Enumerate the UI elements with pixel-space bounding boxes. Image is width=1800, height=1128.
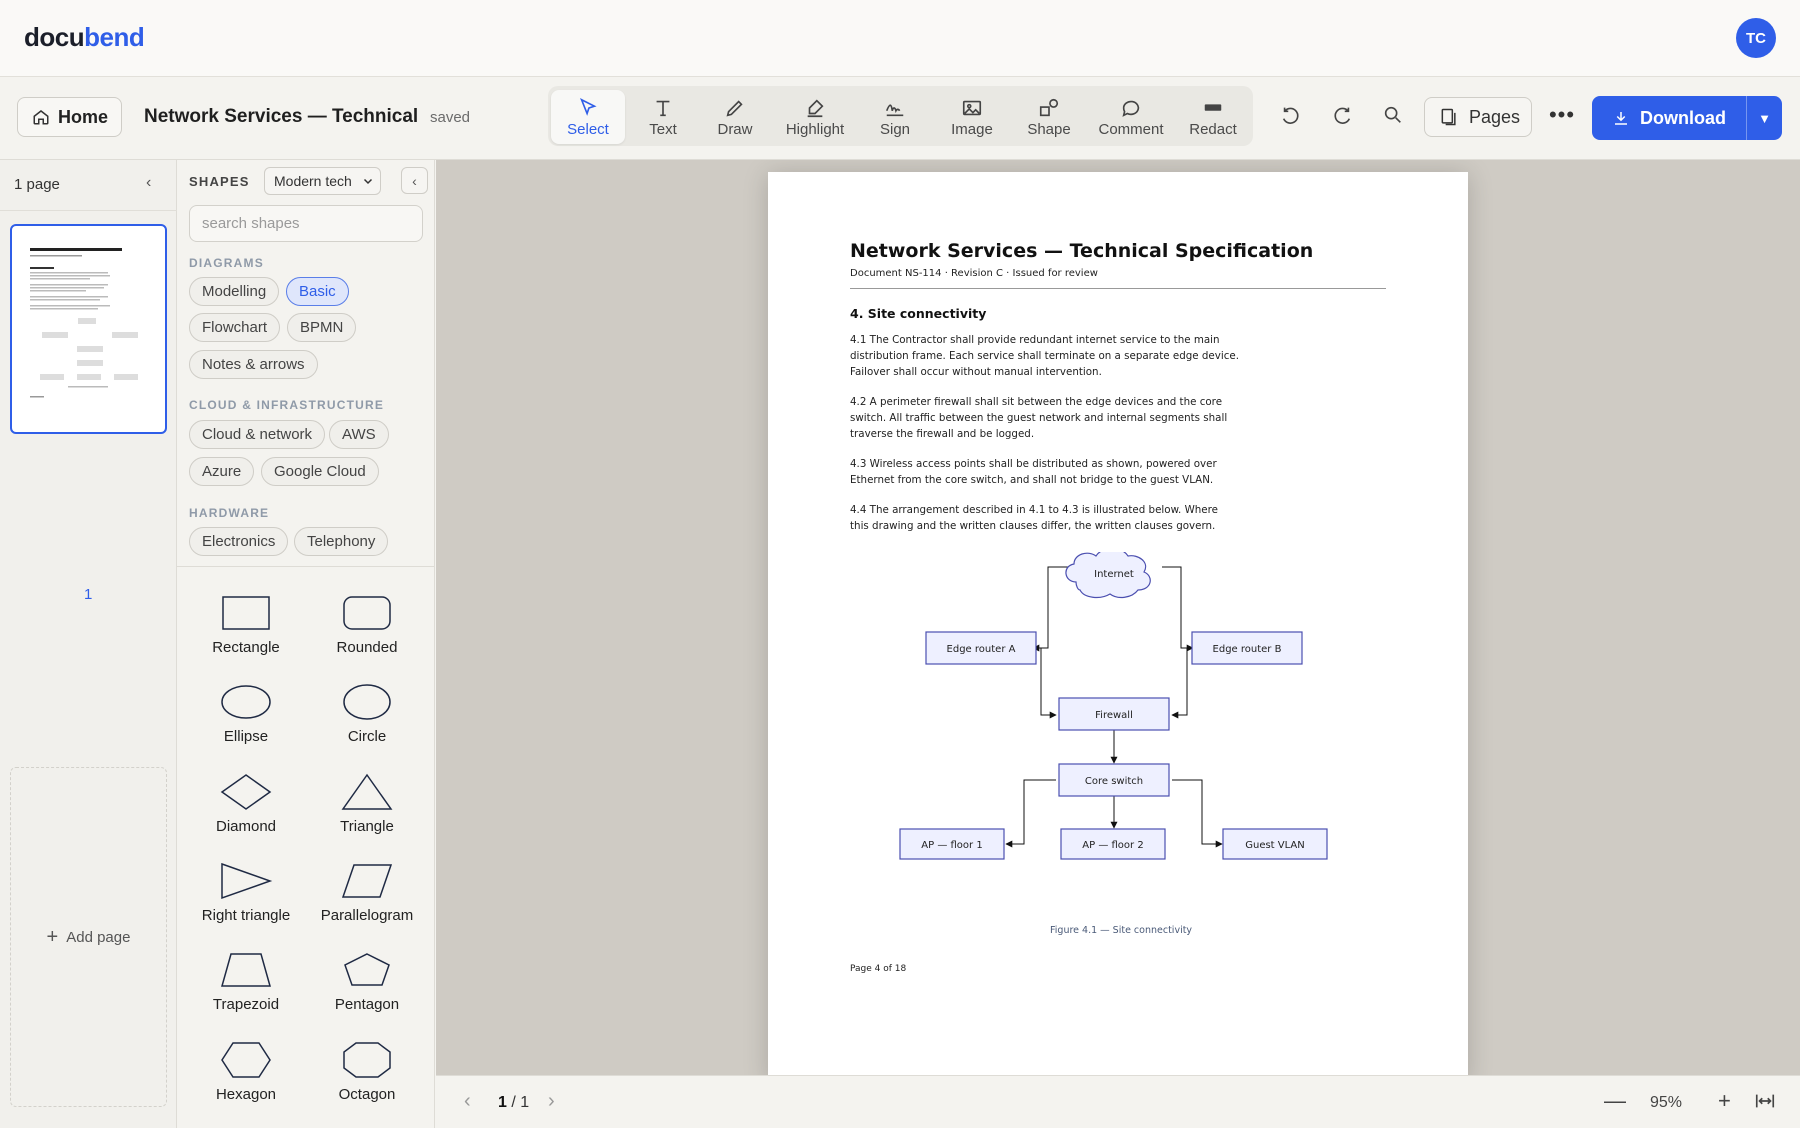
tool-select[interactable]: Select <box>551 90 625 144</box>
pencil-icon <box>724 97 746 119</box>
connector-internet-edge-b <box>1162 567 1193 648</box>
page-thumbnails-panel <box>0 160 177 1128</box>
divider <box>0 210 177 211</box>
text-t-icon <box>652 97 674 119</box>
current-page: 1 <box>498 1094 507 1111</box>
heading-rule <box>850 288 1386 289</box>
chip-basic[interactable]: Basic <box>286 277 349 306</box>
shape-ellipse[interactable]: Ellipse <box>191 682 301 762</box>
chevron-left-icon: ‹ <box>464 1090 471 1112</box>
signature-icon <box>884 97 906 119</box>
app-logo[interactable]: docubend <box>24 22 145 52</box>
firewall-label: Firewall <box>1095 710 1133 721</box>
tool-group <box>548 86 1253 146</box>
category-title-diagrams: DIAGRAMS <box>189 256 264 270</box>
diamond-shape-icon <box>217 772 275 812</box>
chevron-down-icon <box>362 175 374 187</box>
chip-google-cloud[interactable]: Google Cloud <box>261 457 379 486</box>
pages-label: Pages <box>1469 106 1521 127</box>
paragraph-4-2[interactable]: 4.2 A perimeter firewall shall sit between the edge devices and the core switch. All traffic between the guest network and internal segments shall traverse the firewall and be logged. <box>850 396 1228 440</box>
chevron-left-icon: ‹ <box>146 174 152 191</box>
page-indicator <box>498 1094 529 1112</box>
document-subtitle[interactable]: Document NS-114 · Revision C · Issued for review <box>850 268 1098 279</box>
download-options-button[interactable] <box>1747 111 1782 126</box>
redo-icon <box>1331 104 1353 126</box>
guest-vlan-label: Guest VLAN <box>1245 840 1305 851</box>
fit-width-icon <box>1754 1090 1776 1112</box>
document-page[interactable] <box>768 172 1468 1075</box>
pages-icon <box>1439 107 1459 127</box>
shape-set-select[interactable]: Modern tech <box>264 167 381 195</box>
collapse-thumbnails-button[interactable] <box>146 174 151 192</box>
search-icon <box>1382 104 1404 126</box>
zoom-out-button[interactable] <box>1604 1088 1626 1114</box>
tool-sign[interactable]: Sign <box>860 90 930 144</box>
thumbnail-page-number: 1 <box>84 586 93 603</box>
shape-diamond[interactable]: Diamond <box>191 772 301 852</box>
download-icon <box>1612 109 1630 127</box>
shapes-panel-title: SHAPES <box>189 174 250 189</box>
chip-telephony[interactable]: Telephony <box>294 527 388 556</box>
ellipsis-icon: ••• <box>1548 102 1576 127</box>
redact-bar-icon <box>1202 97 1224 119</box>
chip-azure[interactable]: Azure <box>189 457 254 486</box>
undo-button[interactable] <box>1273 97 1309 133</box>
connector-internet-edge-a <box>1033 567 1070 648</box>
tool-comment[interactable]: Comment <box>1088 90 1174 144</box>
chip-electronics[interactable]: Electronics <box>189 527 288 556</box>
minus-icon: — <box>1604 1088 1626 1113</box>
download-button[interactable] <box>1592 96 1747 140</box>
tool-image[interactable]: Image <box>934 90 1010 144</box>
section-heading[interactable]: 4. Site connectivity <box>850 306 987 321</box>
chip-flowchart[interactable]: Flowchart <box>189 313 280 342</box>
page-count: 1 page <box>14 176 60 193</box>
parallelogram-shape-icon <box>338 861 396 901</box>
network-diagram[interactable] <box>850 552 1390 912</box>
shape-parallelogram[interactable]: Parallelogram <box>312 861 422 941</box>
caret-down-icon: ▼ <box>1758 110 1771 126</box>
right-triangle-shape-icon <box>217 861 275 901</box>
chip-modelling[interactable]: Modelling <box>189 277 279 306</box>
category-title-cloud: CLOUD & INFRASTRUCTURE <box>189 398 385 412</box>
hexagon-shape-icon <box>217 1040 275 1080</box>
collapse-shapes-button[interactable] <box>401 167 428 194</box>
home-label: Home <box>58 106 109 127</box>
thumbnail-preview <box>18 232 159 428</box>
internet-label: Internet <box>1094 569 1134 580</box>
paragraph-4-4[interactable]: 4.4 The arrangement described in 4.1 to 4.3 is illustrated below. Where this drawing and the written clauses differ, the written clauses govern. <box>850 504 1218 532</box>
add-page-button[interactable] <box>10 767 167 1107</box>
page-footer[interactable]: Page 4 of 18 <box>850 964 907 974</box>
ap-floor-1-label: AP — floor 1 <box>921 840 983 851</box>
cursor-arrow-icon <box>577 97 599 119</box>
connector-core-guest <box>1172 780 1222 844</box>
shapes-panel <box>177 160 435 1128</box>
chip-bpmn[interactable]: BPMN <box>287 313 356 342</box>
document-canvas[interactable] <box>436 160 1800 1075</box>
shape-rounded[interactable]: Rounded <box>312 593 422 673</box>
user-avatar[interactable]: TC <box>1736 18 1776 58</box>
edge-router-b-label: Edge router B <box>1212 644 1282 655</box>
search-button[interactable] <box>1375 97 1411 133</box>
shape-search-input[interactable] <box>189 205 423 242</box>
plus-icon: + <box>46 925 59 948</box>
shape-rectangle[interactable]: Rectangle <box>191 593 301 673</box>
document-title[interactable]: Network Services — Technical <box>144 106 419 127</box>
trapezoid-shape-icon <box>217 950 275 990</box>
tool-shape[interactable]: Shape <box>1012 90 1086 144</box>
zoom-in-button[interactable] <box>1718 1088 1731 1114</box>
chip-aws[interactable]: AWS <box>329 420 389 449</box>
save-status: saved <box>430 109 471 126</box>
core-switch-label: Core switch <box>1084 776 1144 787</box>
speech-bubble-icon <box>1120 97 1142 119</box>
chevron-right-icon: › <box>548 1090 555 1112</box>
shape-circle[interactable]: Circle <box>312 682 422 762</box>
rectangle-shape-icon <box>217 593 275 633</box>
shape-trapezoid[interactable]: Trapezoid <box>191 950 301 1030</box>
zoom-level[interactable]: 95% <box>1650 1094 1683 1111</box>
shape-hexagon[interactable]: Hexagon <box>191 1040 301 1120</box>
house-icon <box>32 108 50 126</box>
chevron-left-icon: ‹ <box>412 172 417 189</box>
paragraph-4-1[interactable]: 4.1 The Contractor shall provide redundant internet service to the main distribution frame. Each service shall terminate on a separate edge device. Failover shall occur without manual intervention. <box>850 334 1239 378</box>
editor-toolbar <box>0 77 1800 160</box>
connector-edge-a-firewall <box>1041 648 1056 715</box>
octagon-shape-icon <box>338 1040 396 1080</box>
shape-octagon[interactable]: Octagon <box>312 1040 422 1120</box>
document-heading[interactable]: Network Services — Technical Specification <box>850 240 1314 262</box>
image-icon <box>961 97 983 119</box>
category-title-hardware: HARDWARE <box>189 506 270 520</box>
shape-pentagon[interactable]: Pentagon <box>312 950 422 1030</box>
home-button[interactable] <box>17 97 122 137</box>
redo-button[interactable] <box>1324 97 1360 133</box>
triangle-shape-icon <box>338 772 396 812</box>
tool-redact[interactable]: Redact <box>1176 90 1250 144</box>
shapes-icon <box>1038 97 1060 119</box>
connector-core-ap1 <box>1006 780 1056 844</box>
status-bar <box>436 1075 1800 1128</box>
rounded-rectangle-shape-icon <box>338 593 396 633</box>
highlighter-icon <box>804 97 826 119</box>
ap-floor-2-label: AP — floor 2 <box>1082 840 1144 851</box>
chip-cloud-network[interactable]: Cloud & network <box>189 420 325 449</box>
chip-notes-arrows[interactable]: Notes & arrows <box>189 350 318 379</box>
plus-icon: + <box>1718 1088 1731 1113</box>
tool-draw[interactable]: Draw <box>700 90 770 144</box>
tool-highlight[interactable]: Highlight <box>772 90 858 144</box>
pages-button[interactable] <box>1424 97 1532 137</box>
undo-icon <box>1280 104 1302 126</box>
tool-text[interactable]: Text <box>628 90 698 144</box>
next-page-button[interactable] <box>548 1090 555 1113</box>
add-page-label: Add page <box>66 928 131 946</box>
edge-router-a-label: Edge router A <box>946 644 1016 655</box>
pentagon-shape-icon <box>338 950 396 990</box>
page-thumbnail[interactable] <box>10 224 167 434</box>
connector-edge-b-firewall <box>1172 648 1187 715</box>
figure-caption[interactable]: Figure 4.1 — Site connectivity <box>1050 925 1193 936</box>
top-bar <box>0 0 1800 77</box>
shape-triangle[interactable]: Triangle <box>312 772 422 852</box>
ellipse-shape-icon <box>217 682 275 722</box>
divider <box>177 566 435 567</box>
total-pages: / 1 <box>511 1094 530 1111</box>
circle-shape-icon <box>338 682 396 722</box>
more-options-button[interactable] <box>1544 97 1580 133</box>
download-button-group <box>1592 96 1782 140</box>
fit-width-button[interactable] <box>1754 1090 1776 1117</box>
previous-page-button[interactable] <box>464 1090 471 1113</box>
paragraph-4-3[interactable]: 4.3 Wireless access points shall be distributed as shown, powered over Ethernet from the core switch, and shall not bridge to the guest VLAN. <box>850 458 1217 486</box>
shape-right-triangle[interactable]: Right triangle <box>191 861 301 941</box>
download-label: Download <box>1640 107 1726 128</box>
